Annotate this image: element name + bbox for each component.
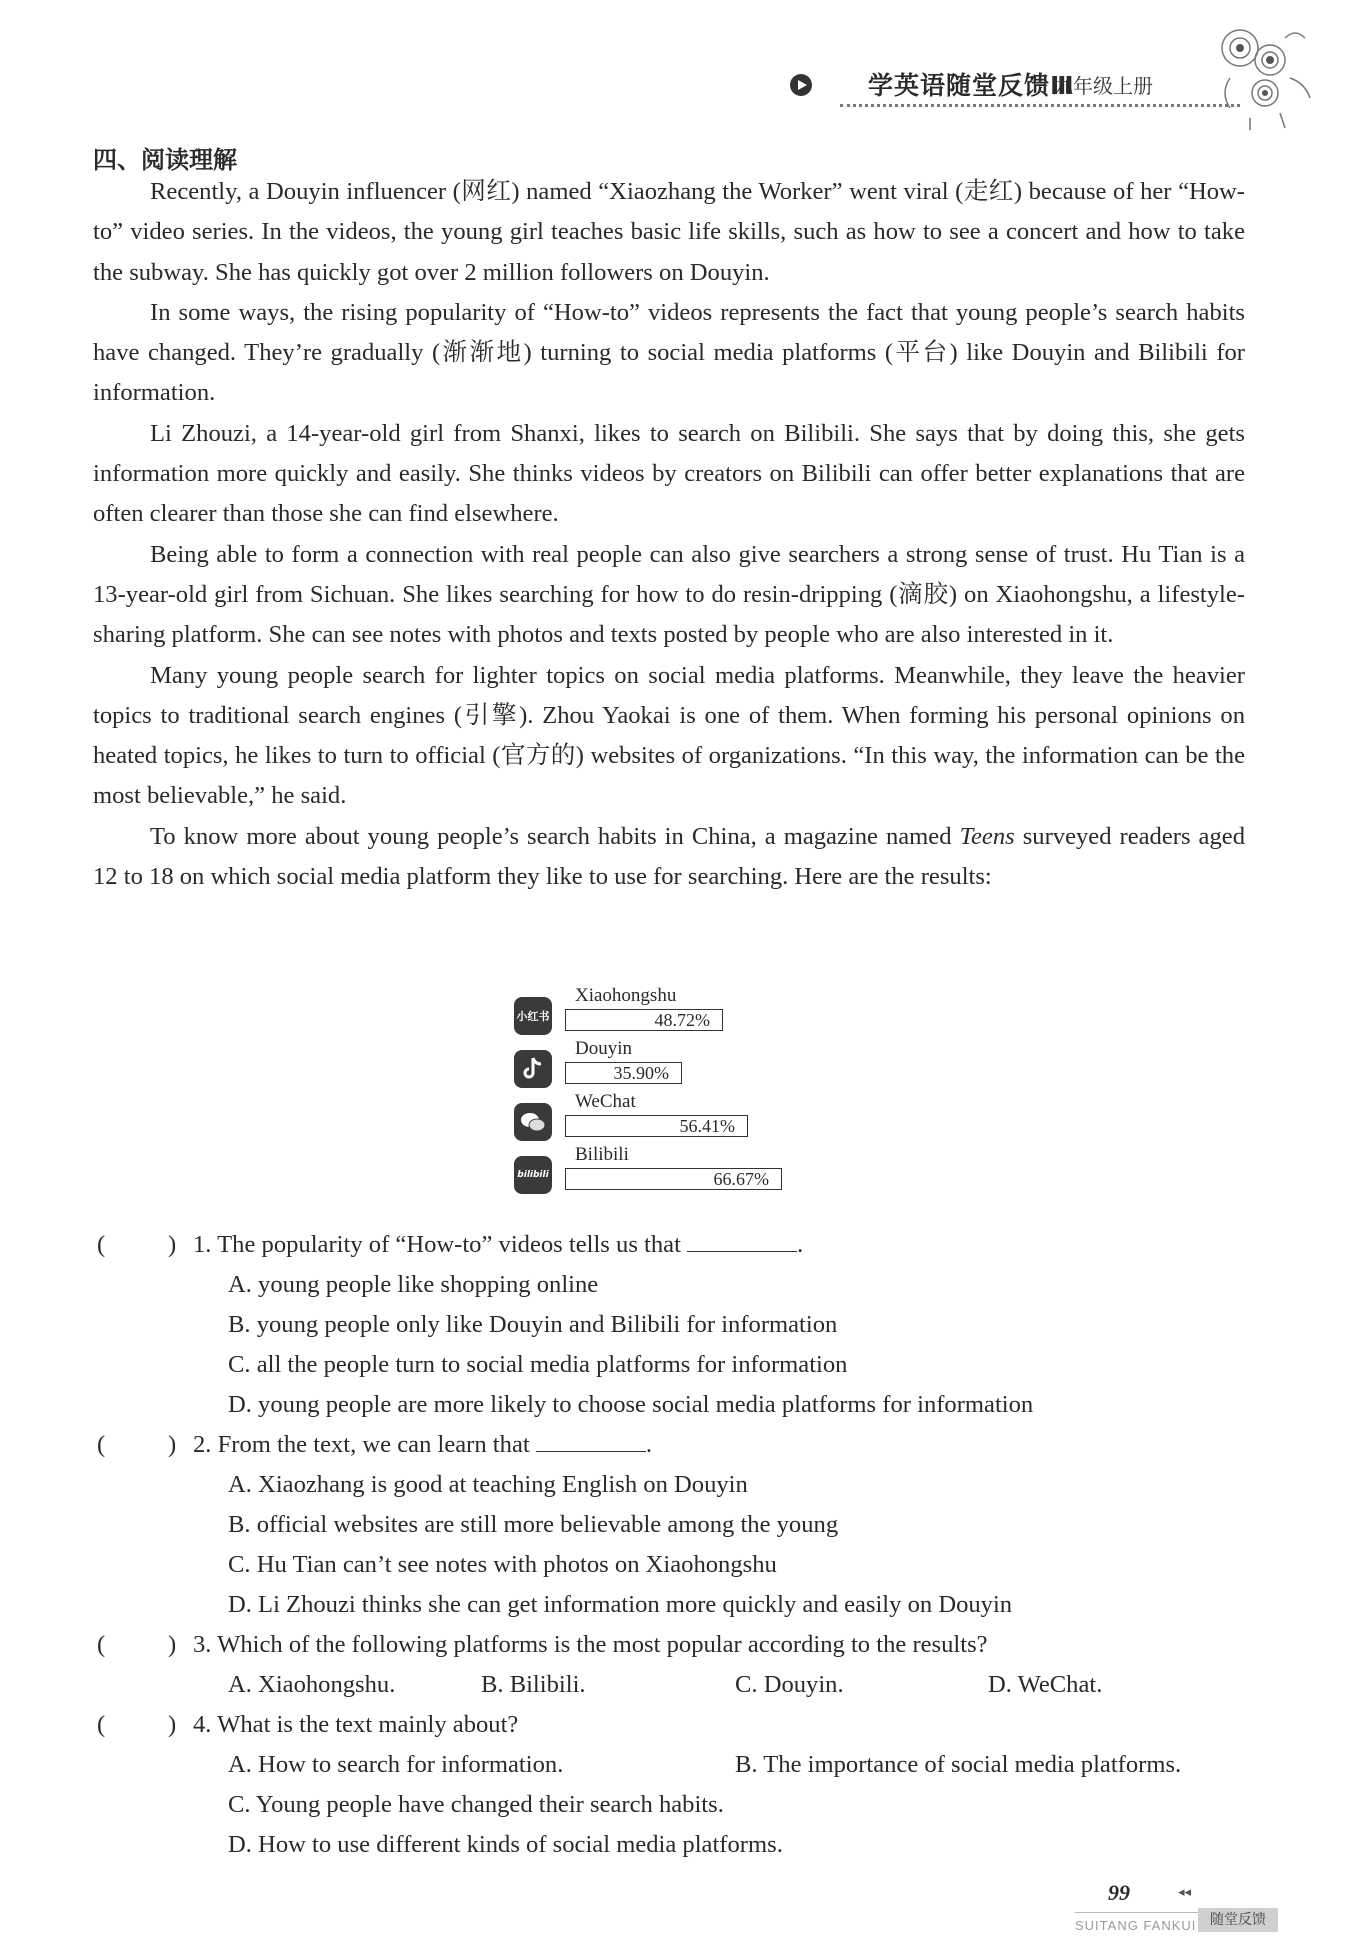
reading-passage — [93, 172, 1245, 897]
option-a[interactable]: A. Xiaohongshu. — [228, 1671, 396, 1698]
question-text: 3. Which of the following platforms is the most popular according to the results? — [193, 1631, 988, 1658]
xiaohongshu-icon: 小红书 — [514, 997, 552, 1035]
paragraph-1: Recently, a Douyin influencer (网红) named “Xiaozhang the Worker” went viral (走红) because of her “How-to” video series. In the videos, the young girl teaches basic life skills, such as how to see a concert and how to take the subway. She has quickly got over 2 million followers on Douyin. — [93, 178, 1245, 286]
option-d[interactable]: D. Li Zhouzi thinks she can get information more quickly and easily on Douyin — [228, 1591, 1013, 1618]
chart-value-label: 35.90% — [613, 1063, 669, 1083]
option — [93, 1545, 1253, 1585]
answer-paren-right: ) — [168, 1431, 177, 1458]
book-title: 学英语随堂反馈Ⅲ — [868, 71, 1075, 100]
chart-row-wechat — [505, 1091, 845, 1143]
wechat-icon — [514, 1103, 552, 1141]
answer-blank — [687, 1225, 797, 1252]
question-stem: 2. From the text, we can learn that — [193, 1431, 536, 1458]
option — [93, 1305, 1253, 1345]
question-3 — [93, 1625, 1253, 1665]
answer-blank — [536, 1425, 646, 1452]
option — [93, 1345, 1253, 1385]
option-d[interactable]: D. young people are more likely to choose social media platforms for information — [228, 1391, 1034, 1418]
option — [93, 1585, 1253, 1625]
book-subtitle: 九年级上册 — [1053, 74, 1153, 98]
paragraph-5: Many young people search for lighter topics on social media platforms. Meanwhile, they leave the heavier topics to traditional search engines (引擎). Zhou Yaokai is one of them. When forming his personal opinions on heated topics, he likes to turn to official (官方的) websites of organizations. “In this way, the information can be the most believable,” he said. — [93, 661, 1245, 810]
answer-paren-left: ( — [97, 1231, 106, 1258]
paragraph-2: In some ways, the rising popularity of “How-to” videos represents the fact that young people’s search habits have changed. They’re gradually (渐渐地) turning to social media platforms (平台) like Douyin and Bilibili for information. — [93, 298, 1245, 407]
question-text — [193, 1425, 652, 1465]
question-text: 4. What is the text mainly about? — [193, 1711, 519, 1738]
option-row — [93, 1665, 1253, 1705]
footer-tab: 随堂反馈 — [1198, 1908, 1278, 1932]
option — [93, 1465, 1253, 1505]
option-d[interactable]: D. WeChat. — [988, 1671, 1103, 1698]
bilibili-icon: bilibili — [514, 1156, 552, 1194]
question-stem: 1. The popularity of “How-to” videos tells us that — [193, 1231, 688, 1258]
option-b[interactable]: B. Bilibili. — [481, 1671, 586, 1698]
option-c[interactable]: C. Young people have changed their search habits. — [228, 1791, 724, 1818]
chart-label: Bilibili — [575, 1144, 629, 1165]
answer-paren-right: ) — [168, 1631, 177, 1658]
option-a[interactable]: A. young people like shopping online — [228, 1271, 599, 1298]
option-b[interactable]: B. young people only like Douyin and Bilibili for information — [228, 1311, 838, 1338]
question-2 — [93, 1425, 1253, 1465]
option — [93, 1785, 1253, 1825]
option-row — [93, 1745, 1253, 1785]
option-a[interactable]: A. Xiaozhang is good at teaching English on Douyin — [228, 1471, 748, 1498]
play-icon — [790, 74, 812, 96]
chart-row-douyin — [505, 1038, 845, 1090]
option — [93, 1505, 1253, 1545]
magazine-name: Teens — [959, 822, 1015, 850]
paragraph-6-after: surveyed readers aged 12 to 18 on which social media platform they like to use for searching. Here are the results: — [93, 822, 1245, 891]
chart-value-label: 66.67% — [713, 1169, 769, 1189]
option-c[interactable]: C. all the people turn to social media platforms for information — [228, 1351, 848, 1378]
paragraph-4: Being able to form a connection with real people can also give searchers a strong sense of trust. Hu Tian is a 13-year-old girl from Sichuan. She likes searching for how to do resin-dripping (滴胶) on Xiaohongshu, a lifestyle-sharing platform. She can see notes with photos and texts posted by people who are also interested in it. — [93, 540, 1245, 649]
answer-paren-right: ) — [168, 1711, 177, 1738]
footer-brand: SUITANG FANKUI — [1075, 1918, 1197, 1933]
option-a[interactable]: A. How to search for information. — [228, 1751, 564, 1778]
question-stem-end: . — [645, 1431, 652, 1458]
option-c[interactable]: C. Hu Tian can’t see notes with photos on Xiaohongshu — [228, 1551, 777, 1578]
question-4 — [93, 1705, 1253, 1745]
chart-row-bilibili — [505, 1144, 845, 1196]
chart-label: Douyin — [575, 1038, 632, 1059]
chart-bar — [565, 1009, 723, 1031]
questions — [93, 1225, 1253, 1865]
option-d[interactable]: D. How to use different kinds of social media platforms. — [228, 1831, 783, 1858]
option-c[interactable]: C. Douyin. — [735, 1671, 844, 1698]
option-b[interactable]: B. The importance of social media platforms. — [735, 1751, 1182, 1778]
chart-label: WeChat — [575, 1091, 636, 1112]
paragraph-3: Li Zhouzi, a 14-year-old girl from Shanxi, likes to search on Bilibili. She says that by doing this, she gets information more quickly and easily. She thinks videos by creators on Bilibili can offer better explanations that are often clearer than those she can find elsewhere. — [93, 419, 1245, 528]
question-stem-end: . — [797, 1231, 804, 1258]
answer-paren-left: ( — [97, 1431, 106, 1458]
question-1 — [93, 1225, 1253, 1265]
answer-paren-left: ( — [97, 1711, 106, 1738]
option-b[interactable]: B. official websites are still more believable among the young — [228, 1511, 839, 1538]
question-text — [193, 1225, 803, 1265]
chart-row-xiaohongshu — [505, 985, 845, 1037]
douyin-icon — [514, 1050, 552, 1088]
header-dotted-line — [840, 104, 1240, 107]
answer-paren-right: ) — [168, 1231, 177, 1258]
chart-bar — [565, 1062, 682, 1084]
chart-value-label: 48.72% — [654, 1010, 710, 1030]
option — [93, 1385, 1253, 1425]
chart-label: Xiaohongshu — [575, 985, 677, 1006]
page-number: 99 — [1108, 1880, 1130, 1905]
option — [93, 1265, 1253, 1305]
section-title: 四、阅读理解 — [93, 146, 237, 174]
answer-paren-left: ( — [97, 1631, 106, 1658]
chart-bar — [565, 1115, 748, 1137]
arrow-left-icon: ◂◂ — [1178, 1884, 1192, 1899]
paragraph-6-before: To know more about young people’s search habits in China, a magazine named — [150, 822, 960, 850]
survey-chart — [505, 985, 845, 1210]
chart-value-label: 56.41% — [679, 1116, 735, 1136]
option — [93, 1825, 1253, 1865]
chart-bar — [565, 1168, 782, 1190]
paragraph-6 — [93, 817, 1245, 898]
flower-decoration-icon — [1210, 18, 1320, 133]
